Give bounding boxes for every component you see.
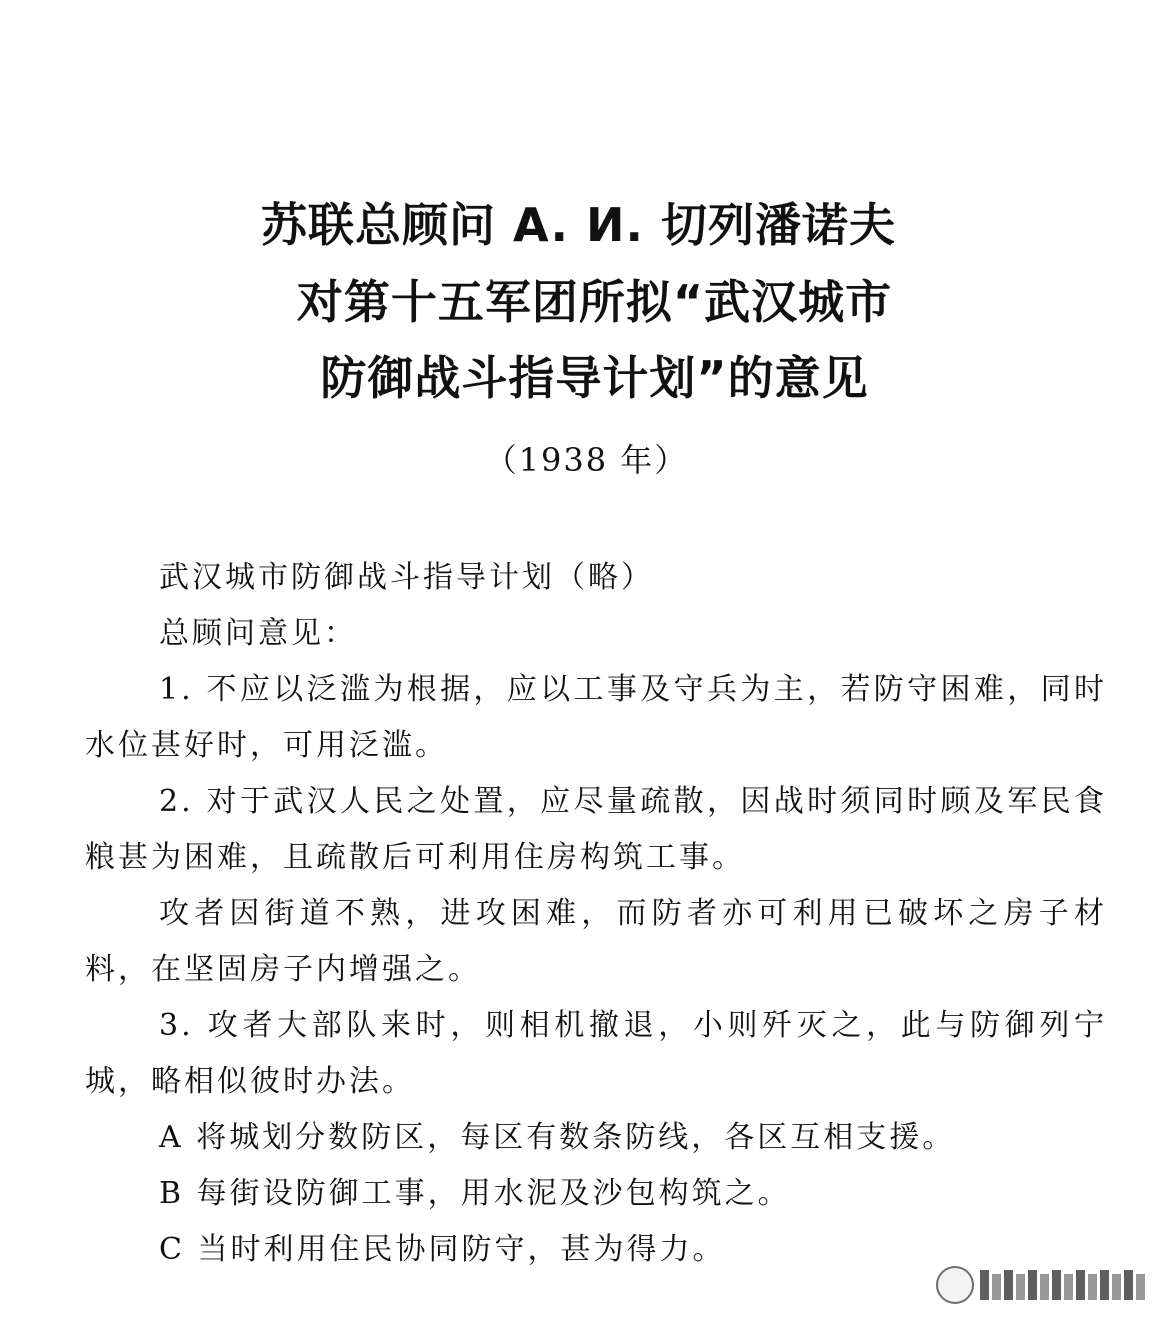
paragraph-1: 1. 不应以泛滥为根据，应以工事及守兵为主，若防守困难，同时水位甚好时，可用泛滥。 (85, 672, 1107, 763)
list-item-b: B 每街设防御工事，用水泥及沙包构筑之。 (159, 1176, 791, 1211)
watermark-avatar-icon (936, 1266, 974, 1304)
list-item-c: C 当时利用住民协同防守，甚为得力。 (159, 1232, 726, 1267)
watermark (936, 1266, 1145, 1304)
watermark-logo-icon (980, 1270, 1145, 1300)
plan-line: 武汉城市防御战斗指导计划（略） (159, 560, 654, 595)
paragraph-3: 攻者因街道不熟，进攻困难，而防者亦可利用已破坏之房子材料，在坚固房子内增强之。 (85, 896, 1107, 987)
title-line-3: 防御战斗指导计划”的意见 (320, 351, 869, 405)
list-item-a: A 将城划分数防区，每区有数条防线，各区互相支援。 (159, 1120, 956, 1155)
document-year: （1938 年） (484, 441, 689, 479)
title-line-2: 对第十五军团所拟“武汉城市 (296, 275, 893, 329)
title-line-1: 苏联总顾问 A. И. 切列潘诺夫 (261, 198, 896, 252)
paragraph-4: 3. 攻者大部队来时，则相机撤退，小则歼灭之，此与防御列宁城，略相似彼时办法。 (85, 1008, 1107, 1099)
paragraph-2: 2. 对于武汉人民之处置，应尽量疏散，因战时须同时顾及军民食粮甚为困难，且疏散后可利用住房构筑工事。 (85, 784, 1107, 875)
opinion-heading: 总顾问意见： (159, 616, 357, 651)
